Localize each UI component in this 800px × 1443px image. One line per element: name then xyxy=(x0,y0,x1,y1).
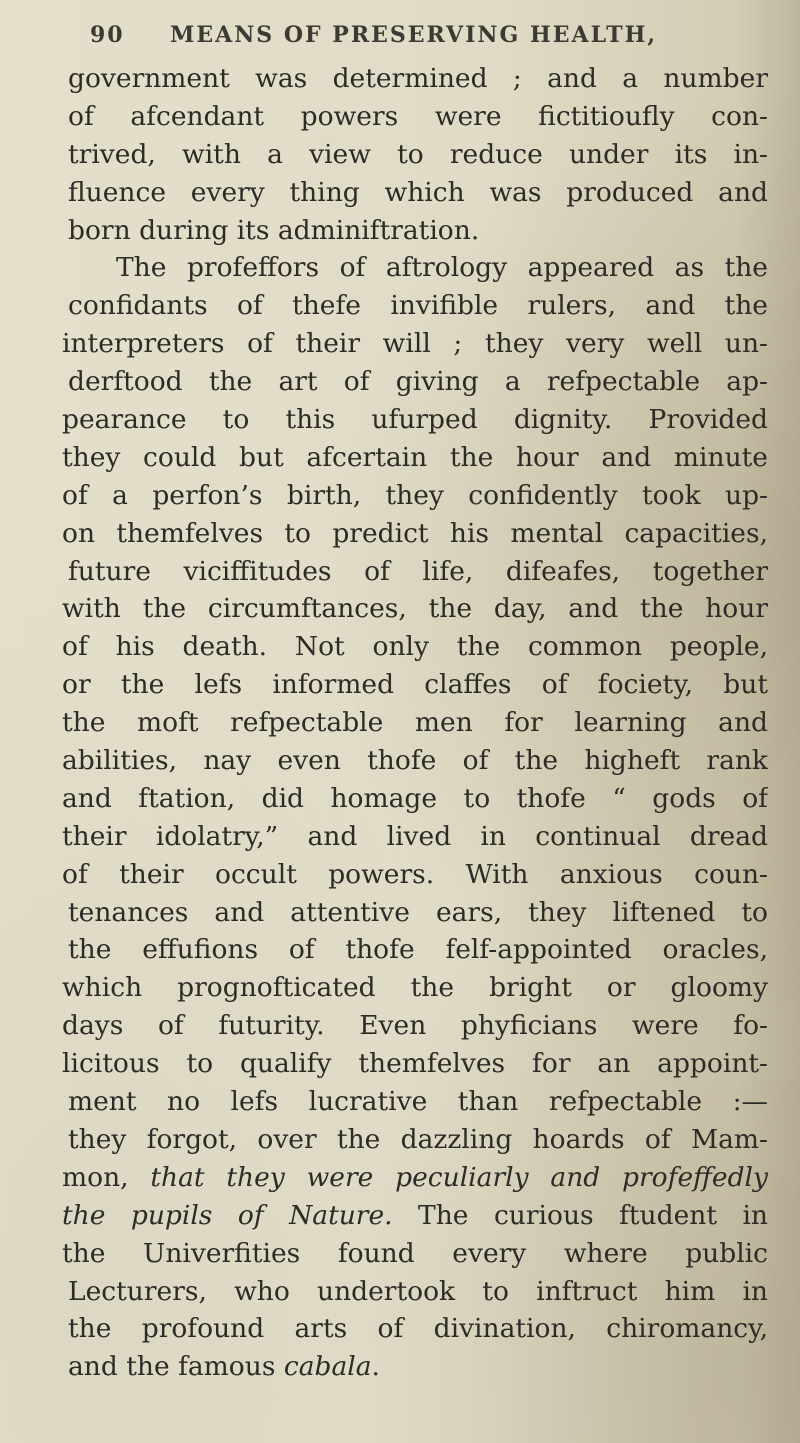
text-line: mon, that they were peculiarly and profeffedly xyxy=(62,1161,768,1193)
text-line: with the circumftances, the day, and the hour xyxy=(62,593,768,625)
text-line: the effufions of thofe felf-appointed oracles, xyxy=(68,934,768,966)
text-line: ment no lefs lucrative than refpectable :— xyxy=(68,1086,768,1118)
text-line: government was determined ; and a number xyxy=(68,63,768,94)
paragraph-start-line: The profeffors of aftrology appeared as the xyxy=(116,252,768,284)
text-line: which prognofticated the bright or gloomy xyxy=(62,972,768,1004)
text-line: days of futurity. Even phyficians were fo- xyxy=(62,1010,768,1042)
text-line: the profound arts of divination, chiromancy, xyxy=(68,1313,768,1345)
page-number: 90 xyxy=(90,22,125,48)
text-line: interpreters of their will ; they very well un- xyxy=(62,328,768,360)
text-line: the pupils of Nature. The curious ftudent in xyxy=(62,1199,768,1231)
text-line: future viciffitudes of life, difeafes, together xyxy=(68,555,768,587)
text-line: Lecturers, who undertook to inftruct him in xyxy=(68,1275,768,1307)
page-header xyxy=(90,22,760,62)
text-line: or the lefs informed claffes of fociety, but xyxy=(62,669,768,701)
text-line: trived, with a view to reduce under its in- xyxy=(68,138,768,170)
text-line: of his death. Not only the common people, xyxy=(62,631,768,663)
text-line: their idolatry,” and lived in continual dread xyxy=(62,820,768,852)
text-line: abilities, nay even thofe of the higheft rank xyxy=(62,745,768,777)
text-line: and the famous cabala. xyxy=(68,1351,380,1383)
text-line: of afcendant powers were fictitioufly con- xyxy=(68,100,768,132)
text-line: born during its adminiftration. xyxy=(68,214,480,246)
text-line: pearance to this ufurped dignity. Provided xyxy=(62,404,768,436)
running-head: MEANS OF PRESERVING HEALTH, xyxy=(170,22,658,48)
text-line: they could but afcertain the hour and minute xyxy=(62,441,768,473)
text-line: the Univerfities found every where public xyxy=(62,1237,768,1269)
text-line: of a perfon’s birth, they confidently took up- xyxy=(62,479,768,511)
text-line: confidants of thefe invifible rulers, and the xyxy=(68,290,768,322)
text-line: they forgot, over the dazzling hoards of Mam- xyxy=(68,1123,768,1155)
text-line: tenances and attentive ears, they liftened to xyxy=(68,896,768,928)
text-line: and ftation, did homage to thofe “ gods of xyxy=(62,782,768,814)
body-text xyxy=(56,60,768,1386)
text-line: derftood the art of giving a refpectable ap- xyxy=(68,366,768,398)
text-line: of their occult powers. With anxious coun- xyxy=(62,858,768,890)
text-line: on themfelves to predict his mental capacities, xyxy=(62,517,768,549)
text-line: licitous to qualify themfelves for an appoint- xyxy=(62,1048,768,1080)
text-line: the moft refpectable men for learning and xyxy=(62,707,768,739)
text-line: fluence every thing which was produced and xyxy=(68,176,768,208)
